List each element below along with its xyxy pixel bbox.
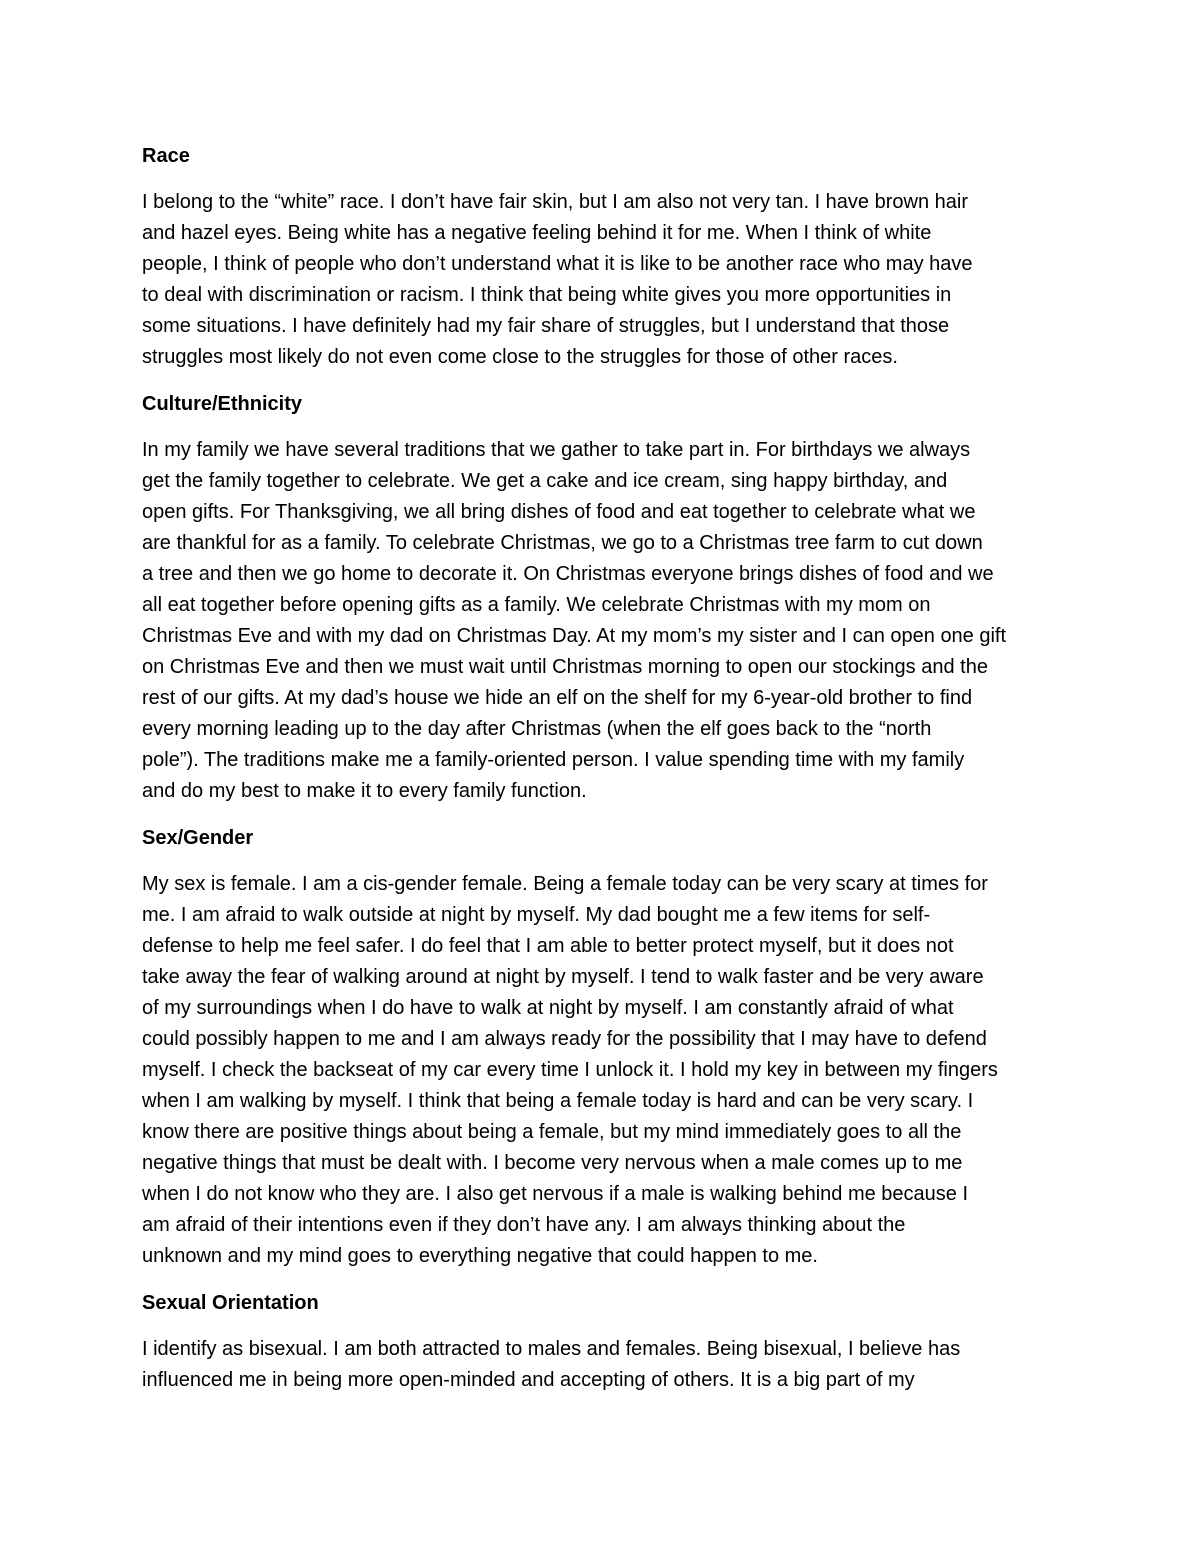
paragraph-line: know there are positive things about being a female, but my mind immediately goes to all the [142, 1121, 962, 1143]
section-paragraph [142, 435, 1062, 807]
paragraph-line: when I do not know who they are. I also get nervous if a male is walking behind me because I [142, 1183, 969, 1205]
paragraph-line: every morning leading up to the day after Christmas (when the elf goes back to the “north [142, 718, 932, 740]
section-sex-gender [142, 823, 1062, 1272]
paragraph-line: I belong to the “white” race. I don’t have fair skin, but I am also not very tan. I have brown hair [142, 191, 968, 213]
document-body [142, 141, 1062, 1412]
paragraph-line: My sex is female. I am a cis-gender female. Being a female today can be very scary at times for [142, 873, 988, 895]
paragraph-line: and do my best to make it to every family function. [142, 780, 587, 802]
section-heading: Race [142, 145, 190, 167]
paragraph-line: I identify as bisexual. I am both attracted to males and females. Being bisexual, I believe has [142, 1338, 961, 1360]
section-paragraph [142, 187, 1062, 373]
paragraph-line: am afraid of their intentions even if they don’t have any. I am always thinking about the [142, 1214, 906, 1236]
section-culture-ethnicity [142, 389, 1062, 807]
section-heading: Sexual Orientation [142, 1292, 319, 1314]
section-sexual-orientation [142, 1288, 1062, 1396]
paragraph-line: a tree and then we go home to decorate it. On Christmas everyone brings dishes of food and we [142, 563, 994, 585]
paragraph-line: Christmas Eve and with my dad on Christmas Day. At my mom’s my sister and I can open one gift [142, 625, 1007, 647]
paragraph-line: influenced me in being more open-minded and accepting of others. It is a big part of my [142, 1369, 915, 1391]
section-paragraph [142, 869, 1062, 1272]
paragraph-line: on Christmas Eve and then we must wait until Christmas morning to open our stockings and the [142, 656, 988, 678]
paragraph-line: could possibly happen to me and I am always ready for the possibility that I may have to defend [142, 1028, 987, 1050]
paragraph-line: take away the fear of walking around at night by myself. I tend to walk faster and be very aware [142, 966, 984, 988]
paragraph-line: of my surroundings when I do have to walk at night by myself. I am constantly afraid of what [142, 997, 954, 1019]
paragraph-line: struggles most likely do not even come close to the struggles for those of other races. [142, 346, 898, 368]
section-heading: Culture/Ethnicity [142, 393, 303, 415]
paragraph-line: are thankful for as a family. To celebrate Christmas, we go to a Christmas tree farm to cut down [142, 532, 983, 554]
paragraph-line: rest of our gifts. At my dad’s house we hide an elf on the shelf for my 6-year-old brother to find [142, 687, 973, 709]
paragraph-line: unknown and my mind goes to everything negative that could happen to me. [142, 1245, 818, 1267]
paragraph-line: negative things that must be dealt with. I become very nervous when a male comes up to me [142, 1152, 963, 1174]
section-heading: Sex/Gender [142, 827, 254, 849]
paragraph-line: In my family we have several traditions that we gather to take part in. For birthdays we always [142, 439, 971, 461]
paragraph-line: all eat together before opening gifts as a family. We celebrate Christmas with my mom on [142, 594, 931, 616]
paragraph-line: myself. I check the backseat of my car every time I unlock it. I hold my key in between my fingers [142, 1059, 998, 1081]
paragraph-line: me. I am afraid to walk outside at night by myself. My dad bought me a few items for self- [142, 904, 931, 926]
paragraph-line: open gifts. For Thanksgiving, we all bring dishes of food and eat together to celebrate what we [142, 501, 976, 523]
paragraph-line: when I am walking by myself. I think that being a female today is hard and can be very scary. I [142, 1090, 974, 1112]
paragraph-line: defense to help me feel safer. I do feel that I am able to better protect myself, but it does not [142, 935, 954, 957]
section-race [142, 141, 1062, 373]
paragraph-line: some situations. I have definitely had my fair share of struggles, but I understand that those [142, 315, 950, 337]
section-paragraph [142, 1334, 1062, 1396]
paragraph-line: get the family together to celebrate. We get a cake and ice cream, sing happy birthday, and [142, 470, 948, 492]
paragraph-line: pole”). The traditions make me a family-oriented person. I value spending time with my family [142, 749, 965, 771]
paragraph-line: to deal with discrimination or racism. I think that being white gives you more opportunities in [142, 284, 952, 306]
paragraph-line: people, I think of people who don’t understand what it is like to be another race who may have [142, 253, 973, 275]
paragraph-line: and hazel eyes. Being white has a negative feeling behind it for me. When I think of white [142, 222, 932, 244]
